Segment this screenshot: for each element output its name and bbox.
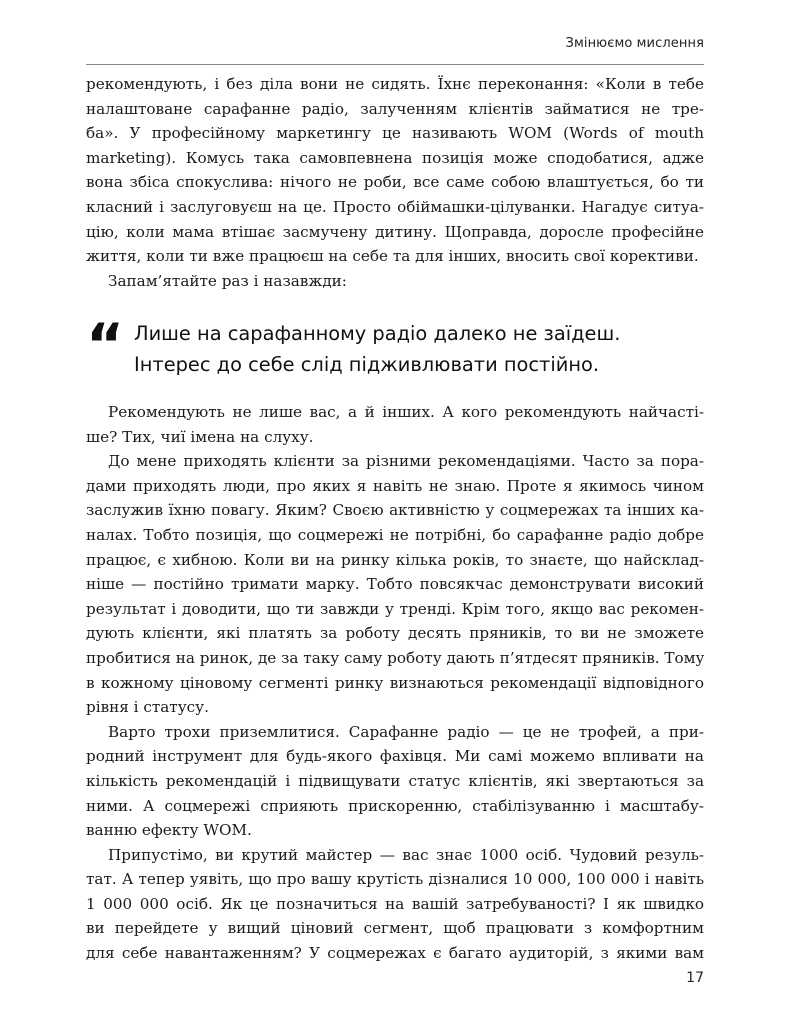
quote-line: Лише на сарафанному радіо далеко не заїдеш. — [134, 322, 621, 345]
text-line: в кожному ціновому сегменті ринку визнаються рекомендації відповідного — [86, 673, 704, 692]
header-rule — [86, 64, 704, 65]
text-line: дами приходять люди, про яких я навіть не знаю. Проте я якимось чином — [86, 476, 704, 495]
text-line: Рекомендують не лише вас, а й інших. А кого рекомендують найчасті- — [108, 403, 704, 421]
text-block-top — [86, 72, 704, 293]
text-line: ви перейдете у вищий ціновий сегмент, щоб працювати з комфортним — [86, 919, 704, 938]
text-line: життя, коли ти вже працюєш на себе та для інших, вносить свої корективи. — [86, 247, 699, 266]
text-line: налаштоване сарафанне радіо, залученням клієнтів займатися не тре- — [86, 99, 704, 118]
text-line: заслужив їхню повагу. Яким? Своєю активністю у соцмережах та інших ка- — [86, 501, 704, 520]
page-number: 17 — [686, 970, 704, 986]
text-line: дують клієнти, які платять за роботу десять пряників, то ви не зможете — [86, 624, 704, 643]
pull-quote-text — [134, 318, 704, 380]
text-line: класний і заслуговуєш на це. Просто обіймашки-цілуванки. Нагадує ситуа- — [86, 197, 704, 216]
text-line: ба». У професійному маркетингу це називають WOM (Words of mouth — [86, 124, 704, 143]
text-block-bottom — [86, 400, 704, 966]
text-line: Запам’ятайте раз і назавжди: — [108, 271, 347, 290]
text-line: рівня і статусу. — [86, 698, 209, 717]
text-line: вона збіса спокуслива: нічого не роби, все саме собою влаштується, бо ти — [86, 173, 704, 192]
text-line: ванню ефекту WOM. — [86, 821, 252, 840]
text-line: для себе навантаженням? У соцмережах є багато аудиторій, з якими вам — [86, 944, 704, 963]
text-line: marketing). Комусь така самовпевнена позиція може сподобатися, адже — [86, 148, 704, 167]
quote-line: Інтерес до себе слід підживлювати постійно. — [134, 353, 600, 376]
text-line: рекомендують, і без діла вони не сидять. Їхнє переконання: «Коли в тебе — [86, 75, 704, 93]
text-line: пробитися на ринок, де за таку саму роботу дають п’ятдесят пряників. Тому — [86, 648, 704, 667]
text-line: результат і доводити, що ти завжди у тренді. Крім того, якщо вас рекомен- — [86, 599, 704, 618]
text-line: Варто трохи приземлитися. Сарафанне радіо — це не трофей, а при- — [108, 722, 704, 741]
text-line: налах. Тобто позиція, що соцмережі не потрібні, бо сарафанне радіо добре — [86, 525, 704, 544]
text-line: цію, коли мама втішає засмучену дитину. Щоправда, доросле професійне — [86, 222, 704, 241]
text-line: Припустімо, ви крутий майстер — вас знає 1000 осіб. Чудовий резуль- — [108, 845, 704, 864]
text-line: До мене приходять клієнти за різними рекомендаціями. Часто за пора- — [108, 452, 704, 471]
text-line: 1 000 000 осіб. Як це позначиться на вашій затребуваності? І як швидко — [86, 894, 704, 913]
text-line: ше? Тих, чиї імена на слуху. — [86, 427, 314, 446]
text-line: родний інструмент для будь-якого фахівця. Ми самі можемо впливати на — [86, 747, 704, 766]
text-line: ними. А соцмережі сприяють прискоренню, стабілізуванню і масштабу- — [86, 796, 704, 815]
text-line: ніше — постійно тримати марку. Тобто повсякчас демонструвати високий — [86, 575, 704, 594]
quote-mark-icon: “ — [86, 311, 125, 379]
text-line: тат. А тепер уявіть, що про вашу крутість дізналися 10 000, 100 000 і навіть — [86, 870, 704, 889]
running-header: Змінюємо мислення — [565, 36, 704, 51]
text-line: працює, є хибною. Коли ви на ринку кілька років, то знаєте, що найсклад- — [86, 550, 704, 569]
text-line: кількість рекомендацій і підвищувати статус клієнтів, які звертаються за — [86, 771, 704, 790]
